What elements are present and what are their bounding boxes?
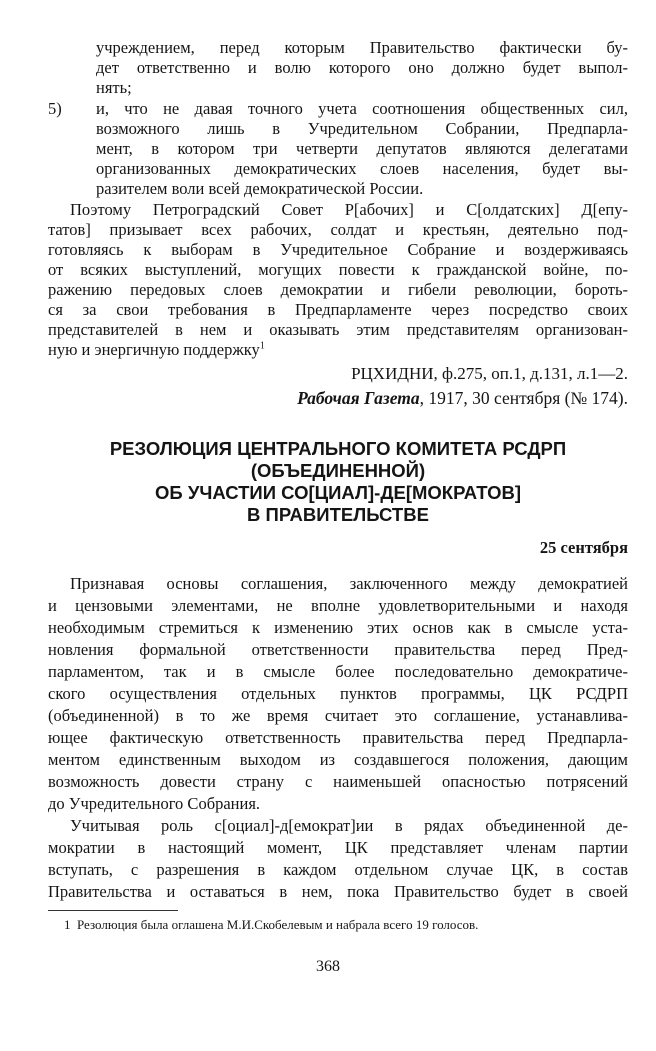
text-line: Признавая основы соглашения, заключенного между демократией	[70, 574, 628, 593]
newspaper-source	[48, 388, 628, 408]
text-line: организованных демократических слоев населения, будет вы-	[96, 159, 628, 178]
text-line: вступать, с разрешения в каждом отдельном случае ЦК, в состав	[48, 860, 628, 879]
footnote-ref: 1	[259, 340, 265, 352]
text-line: представителей в нем и оказывать этим представителям организован-	[48, 320, 628, 339]
text-line: ского осуществления отдельных пунктов программы, ЦК РСДРП	[48, 684, 628, 703]
text-line: ся за свои требования в Предпарламенте через посредство своих	[48, 300, 628, 319]
newspaper-name: Рабочая Газета	[297, 388, 420, 408]
text-line: новления формальной ответственности правительства перед Пред-	[48, 640, 628, 659]
title-line: ОБ УЧАСТИИ СО[ЦИАЛ]-ДЕ[МОКРАТОВ]	[155, 482, 521, 503]
archive-source: РЦХИДНИ, ф.275, оп.1, д.131, л.1—2.	[351, 364, 628, 383]
text-line	[48, 340, 628, 360]
text-line: от всяких выступлений, могущих повести к гражданской войне, по-	[48, 260, 628, 279]
text-line: татов] призывает всех рабочих, солдат и крестьян, деятельно под-	[48, 220, 628, 239]
text-line: Поэтому Петроградский Совет Р[абочих] и С[олдатских] Д[епу-	[70, 200, 628, 219]
text-line: необходимым стремиться к изменению этих основ как в смысле уста-	[48, 618, 628, 637]
text-line: разителем воли всей демократической России.	[96, 179, 424, 198]
text-line: дет ответственно и волю которого оно должно будет выпол-	[96, 58, 628, 77]
text-line: ражению передовых слоев демократии и гибели революции, бороть-	[48, 280, 628, 299]
text-line: (объединенной) в то же время считает это соглашение, устанавлива-	[48, 706, 628, 725]
text-line: парламентом, так и в смысле более последовательно демократиче-	[48, 662, 628, 681]
title-line: РЕЗОЛЮЦИЯ ЦЕНТРАЛЬНОГО КОМИТЕТА РСДРП	[109, 438, 567, 459]
text-line: мент, в котором три четверти депутатов являются делегатами	[96, 139, 628, 158]
text-line: и цензовыми элементами, не вполне удовлетворительными и находя	[48, 596, 628, 615]
text-line: мократии в настоящий момент, ЦК представляет членам партии	[48, 838, 628, 857]
footnote-number: 1	[64, 917, 71, 932]
footnote-text: Резолюция была оглашена М.И.Скобелевым и набрала всего 19 голосов.	[77, 917, 479, 932]
text-fragment: ную и энергичную поддержку	[48, 340, 260, 359]
text-line: нять;	[96, 78, 132, 97]
text-line: и, что не давая точного учета соотношения общественных сил,	[96, 99, 628, 118]
title-line: (ОБЪЕДИНЕННОЙ)	[250, 460, 426, 481]
text-line: ющее фактическую ответственность правительства перед Предпарла-	[48, 728, 628, 747]
newspaper-details: , 1917, 30 сентября (№ 174).	[419, 388, 628, 408]
text-line: Учитывая роль с[оциал]-д[емократ]ии в рядах объединенной де-	[70, 816, 628, 835]
text-line: Правительства и оставаться в нем, пока Правительство будет в своей	[48, 882, 628, 901]
text-line: учреждением, перед которым Правительство фактически бу-	[96, 38, 628, 57]
text-line: возможность довести страну с наименьшей опасностью потрясений	[48, 772, 628, 791]
footnote	[64, 917, 478, 933]
page-number: 368	[316, 958, 340, 975]
text-line: возможного лишь в Учредительном Собрании, Предпарла-	[96, 119, 628, 138]
footnote-rule	[48, 910, 178, 911]
title-line: В ПРАВИТЕЛЬСТВЕ	[247, 504, 429, 525]
list-marker: 5)	[48, 99, 62, 118]
text-line: готовляясь к выборам в Учредительное Собрание и воздерживаясь	[48, 240, 628, 259]
resolution-date: 25 сентября	[539, 538, 628, 557]
text-line: ментом единственным выходом из создавшегося положения, дающим	[48, 750, 628, 769]
text-line: до Учредительного Собрания.	[48, 794, 261, 813]
